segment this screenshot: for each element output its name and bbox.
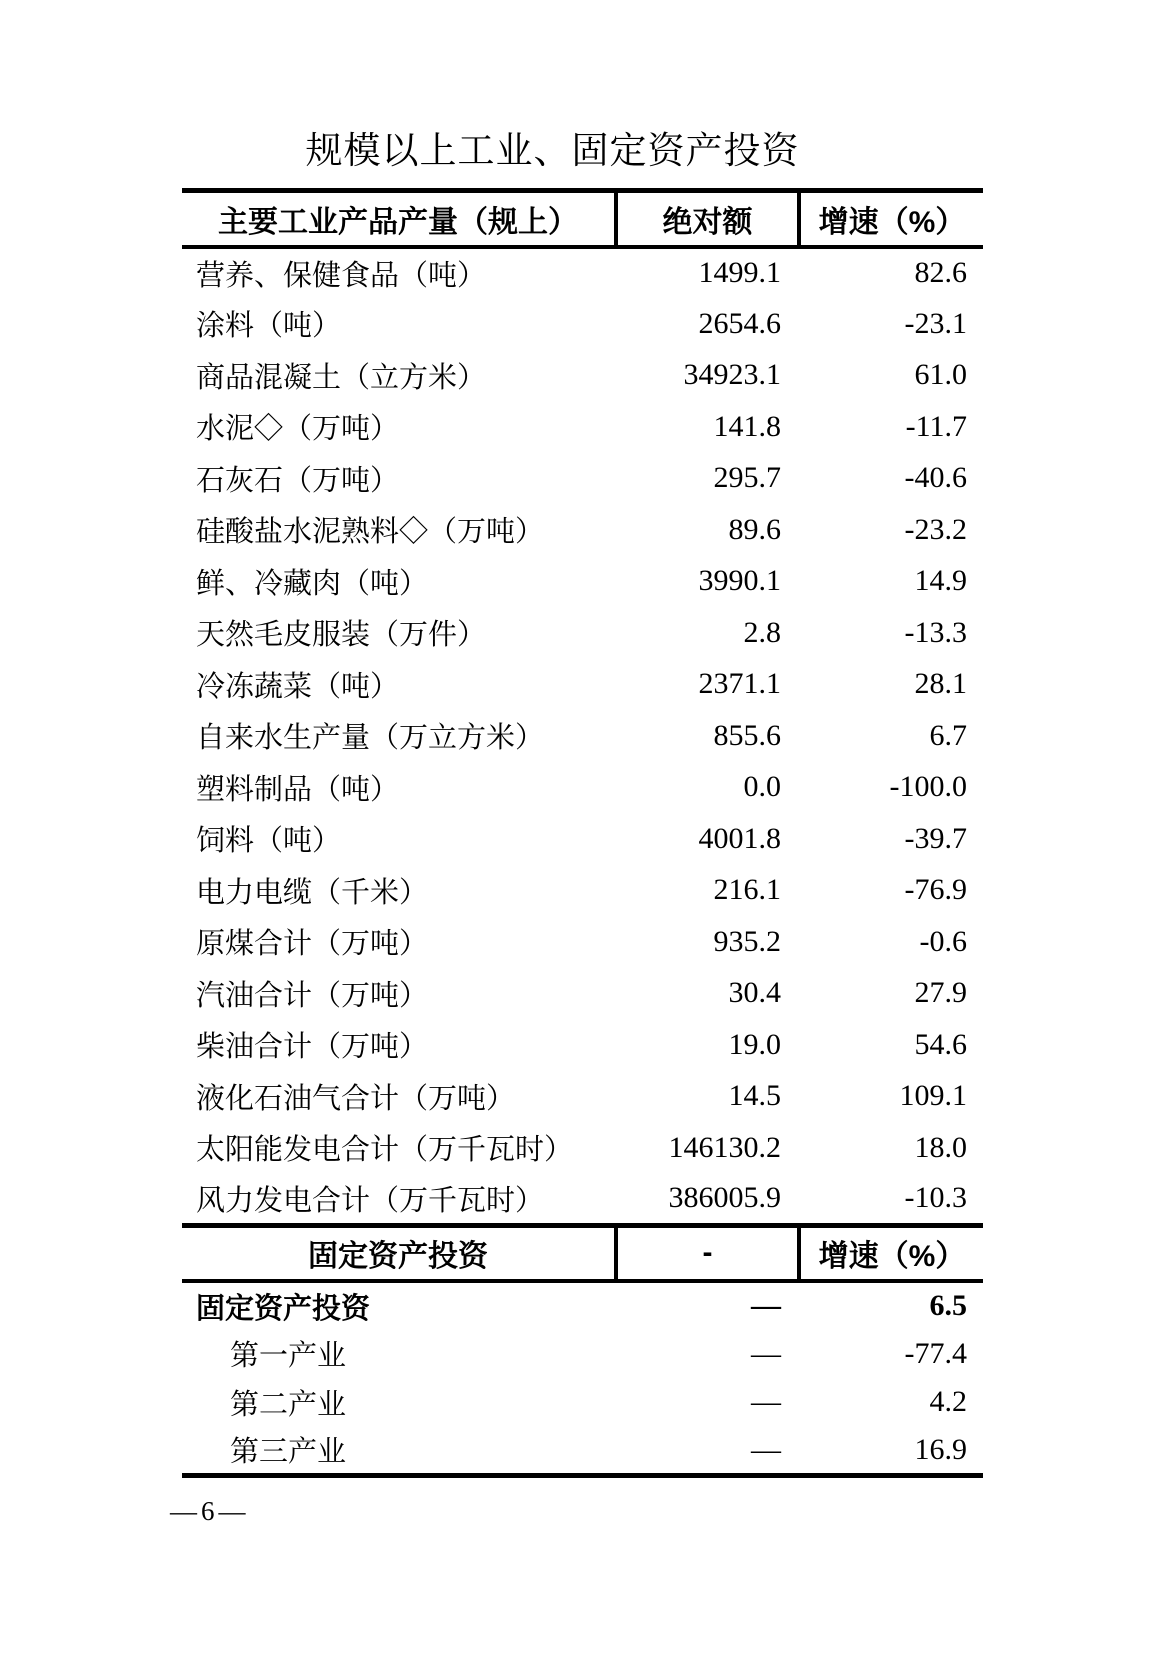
table-row — [182, 1330, 983, 1379]
table-row — [182, 298, 983, 350]
row-label: 水泥◇（万吨） — [196, 413, 400, 446]
row-absolute-value: 141.8 — [713, 409, 781, 443]
row-label: 塑料制品（吨） — [196, 773, 400, 806]
header-row-investment — [182, 1225, 983, 1281]
row-growth-value: -76.9 — [904, 873, 967, 907]
statistics-table-body — [182, 191, 983, 1476]
table-row — [182, 1427, 983, 1476]
row-growth-value: -23.1 — [904, 306, 967, 340]
table-row — [182, 453, 983, 505]
row-absolute-value: 855.6 — [713, 718, 781, 752]
row-growth-value: 18.0 — [914, 1130, 967, 1164]
table-row — [182, 659, 983, 711]
row-absolute-value: 935.2 — [713, 924, 781, 958]
row-growth-value: 16.9 — [914, 1432, 967, 1466]
table-row — [182, 1174, 983, 1226]
row-absolute-value: 30.4 — [728, 976, 781, 1010]
row-absolute-value: 19.0 — [728, 1027, 781, 1061]
row-label: 商品混凝土（立方米） — [196, 361, 487, 394]
table-row — [182, 916, 983, 968]
table-row — [182, 607, 983, 659]
row-label: 涂料（吨） — [196, 310, 342, 343]
row-absolute-value: 4001.8 — [698, 821, 781, 855]
table-row — [182, 1071, 983, 1123]
row-label: 太阳能发电合计（万千瓦时） — [196, 1134, 574, 1167]
row-label: 原煤合计（万吨） — [196, 928, 429, 961]
page-title: 规模以上工业、固定资产投资 — [305, 131, 800, 172]
row-absolute-value: — — [751, 1336, 781, 1370]
header-row-industrial — [182, 191, 983, 247]
row-label: 营养、保健食品（吨） — [196, 259, 487, 292]
table-row — [182, 504, 983, 556]
row-absolute-value: 0.0 — [743, 770, 781, 804]
row-growth-value: 6.7 — [929, 718, 967, 752]
table-row — [182, 401, 983, 453]
row-absolute-value: 146130.2 — [668, 1130, 781, 1164]
row-absolute-value: 14.5 — [728, 1079, 781, 1113]
row-growth-value: -100.0 — [889, 770, 967, 804]
row-growth-value: -39.7 — [904, 821, 967, 855]
row-label: 液化石油气合计（万吨） — [196, 1082, 516, 1115]
row-absolute-value: 2371.1 — [698, 667, 781, 701]
row-growth-value: 6.5 — [929, 1289, 967, 1323]
row-absolute-value: 386005.9 — [668, 1181, 781, 1214]
table-row — [182, 1019, 983, 1071]
row-growth-value: 27.9 — [914, 976, 967, 1010]
row-label: 鲜、冷藏肉（吨） — [196, 567, 429, 600]
col-header-investment-placeholder: - — [616, 1225, 799, 1281]
table-row — [182, 710, 983, 762]
row-label: 天然毛皮服装（万件） — [196, 619, 487, 652]
table-row — [182, 968, 983, 1020]
row-label: 饲料（吨） — [196, 825, 342, 858]
row-growth-value: 54.6 — [914, 1027, 967, 1061]
table-row — [182, 813, 983, 865]
statistics-table — [182, 188, 983, 1478]
row-absolute-value: — — [751, 1432, 781, 1466]
col-header-absolute-amount: 绝对额 — [616, 191, 799, 247]
row-label: 自来水生产量（万立方米） — [196, 722, 545, 755]
col-header-investment-growth-rate: 增速（%） — [799, 1225, 983, 1281]
row-absolute-value: 2.8 — [743, 615, 781, 649]
row-growth-value: -0.6 — [919, 924, 967, 958]
page-number: —6— — [170, 1496, 250, 1526]
row-label: 固定资产投资 — [196, 1292, 371, 1325]
table-row — [182, 350, 983, 402]
row-growth-value: -10.3 — [904, 1181, 967, 1214]
row-label: 石灰石（万吨） — [196, 464, 400, 497]
row-label: 第一产业 — [230, 1340, 347, 1373]
row-absolute-value: 89.6 — [728, 512, 781, 546]
row-growth-value: 14.9 — [914, 564, 967, 598]
row-growth-value: -11.7 — [905, 409, 967, 443]
row-absolute-value: — — [751, 1385, 781, 1419]
row-growth-value: 61.0 — [914, 358, 967, 392]
row-growth-value: -77.4 — [904, 1336, 967, 1370]
row-label: 冷冻蔬菜（吨） — [196, 670, 400, 703]
table-row — [182, 556, 983, 608]
row-absolute-value: 34923.1 — [683, 358, 781, 392]
table-row — [182, 762, 983, 814]
table-row — [182, 247, 983, 299]
table-row — [182, 1122, 983, 1174]
col-header-growth-rate: 增速（%） — [799, 191, 983, 247]
row-growth-value: 4.2 — [929, 1385, 967, 1419]
row-label: 第三产业 — [230, 1436, 347, 1468]
row-growth-value: -23.2 — [904, 512, 967, 546]
row-absolute-value: — — [751, 1289, 781, 1323]
row-label: 汽油合计（万吨） — [196, 979, 429, 1012]
row-label: 硅酸盐水泥熟料◇（万吨） — [196, 516, 545, 549]
row-label: 第二产业 — [230, 1388, 347, 1421]
row-growth-value: -13.3 — [904, 615, 967, 649]
row-absolute-value: 216.1 — [713, 873, 781, 907]
table-row — [182, 1378, 983, 1427]
row-label: 柴油合计（万吨） — [196, 1031, 429, 1064]
row-growth-value: 82.6 — [914, 256, 967, 290]
row-label: 电力电缆（千米） — [196, 876, 429, 909]
table-row — [182, 865, 983, 917]
row-absolute-value: 2654.6 — [698, 306, 781, 340]
row-absolute-value: 3990.1 — [698, 564, 781, 598]
row-label: 风力发电合计（万千瓦时） — [196, 1184, 545, 1217]
row-growth-value: -40.6 — [904, 461, 967, 495]
row-absolute-value: 295.7 — [713, 461, 781, 495]
row-growth-value: 109.1 — [899, 1079, 967, 1113]
row-absolute-value: 1499.1 — [698, 256, 781, 290]
col-header-product-output: 主要工业产品产量（规上） — [182, 191, 616, 247]
col-header-fixed-asset-investment: 固定资产投资 — [182, 1225, 616, 1281]
row-growth-value: 28.1 — [914, 667, 967, 701]
table-row — [182, 1281, 983, 1330]
